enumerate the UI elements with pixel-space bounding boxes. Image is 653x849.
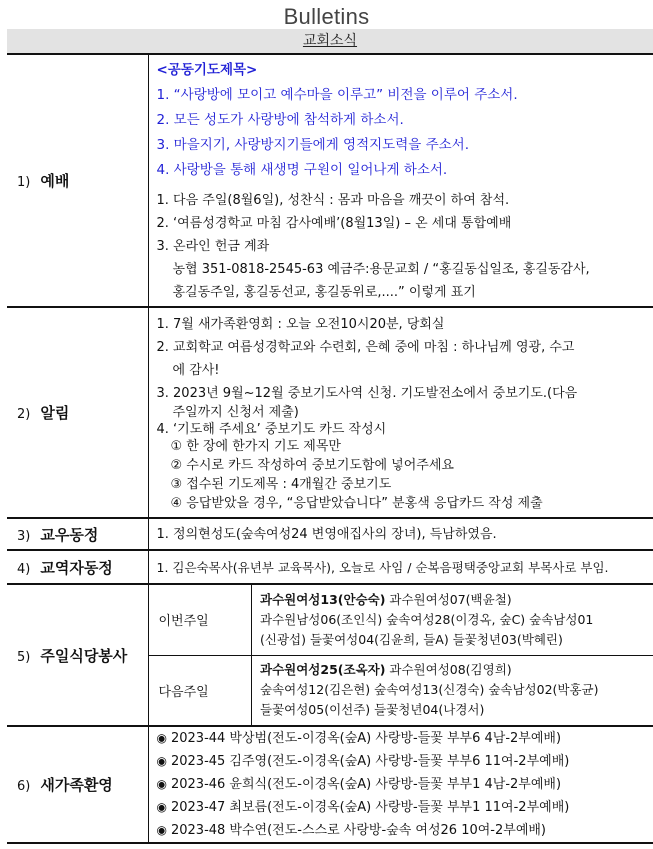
bulletin-title: Bulletins: [283, 4, 370, 29]
new-family-content: [148, 726, 653, 843]
account-line: 홍길동주일, 홍길동선교, 홍길동위로,....” 이렇게 표기: [172, 284, 476, 300]
prayer-item: 3. 마을지기, 사랑방지기들에게 영적지도력을 주소서.: [156, 136, 469, 153]
bullet-icon: ◉: [156, 823, 167, 837]
notice-item: 2. 교회학교 여름성경학교와 수련회, 은혜 중에 마침 : 하나님께 영광, 수고: [156, 339, 575, 355]
worship-item: 2. ‘여름성경학교 마침 감사예배’(8월13일) – 온 세대 통합예배: [156, 215, 512, 231]
bullet-icon: ◉: [156, 731, 167, 745]
notices-content: [148, 307, 653, 518]
staff-news-label: 4) 교역자동정: [7, 550, 148, 584]
bullet-icon: ◉: [156, 754, 167, 768]
lunch-service-content: [148, 584, 653, 726]
new-family-label: 6) 새가족환영: [7, 726, 148, 843]
new-family-entry: ◉ 2023-45 김주영(전도-이경옥(숲A) 사랑방-들꽃 부부6 11여-2부예배): [156, 754, 570, 769]
church-news-label: 교회소식: [302, 33, 358, 49]
notices-label: 2) 알림: [7, 307, 148, 518]
bullet-icon: ◉: [156, 777, 167, 791]
prayer-topics: [157, 58, 653, 183]
lunch-service-table: [149, 585, 653, 725]
staff-news-row: [7, 550, 653, 584]
notice-item-cont: 에 감사!: [172, 362, 220, 378]
next-week-lead: 과수원여성25(조옥자): [260, 662, 386, 678]
account-line: 농협 351-0818-2545-63 예금주:용문교회 / “홍길동십일조, 홍길동감사,: [172, 261, 590, 277]
notice-subitem: ④ 응답받았을 경우, “응답받았습니다” 분홍색 응답카드 작성 제출: [170, 495, 543, 511]
notice-item-cont: 주일까지 신청서 제출): [172, 404, 299, 420]
member-news-content: 1. 정의현성도(숲속여성24 변영애집사의 장녀), 득남하였음.: [148, 518, 653, 550]
prayer-item: 1. “사랑방에 모이고 예수마을 이루고” 비전을 이루어 주소서.: [156, 86, 518, 103]
notice-item: 1. 7월 새가족환영회 : 오늘 오전10시20분, 당회실: [156, 316, 445, 332]
lunch-service-label: 5) 주일식당봉사: [7, 584, 148, 726]
prayer-item: 2. 모든 성도가 사랑방에 참석하게 하소서.: [156, 111, 404, 128]
notice-subitem: ① 한 장에 한가지 기도 제목만: [170, 438, 341, 454]
member-news-row: [7, 518, 653, 550]
notice-subitem: ③ 접수된 기도제목 : 4개월간 중보기도: [170, 476, 392, 492]
worship-content: [148, 55, 653, 307]
new-family-entry: ◉ 2023-46 윤희식(전도-이경옥(숲A) 사랑방-들꽃 부부1 4남-2부예배): [156, 777, 562, 792]
notice-item: 3. 2023년 9월~12월 중보기도사역 신청. 기도발전소에서 중보기도.(다음: [156, 385, 578, 401]
notice-item: 4. ‘기도해 주세요’ 중보기도 카드 작성시: [156, 421, 387, 437]
this-week-row: [149, 585, 653, 655]
this-week-label: 이번주일: [149, 585, 252, 655]
bulletin-table: [7, 55, 653, 844]
staff-news-content: 1. 김은숙목사(유년부 교육목사), 오늘로 사임 / 순복음평택중앙교회 부목사로 부임.: [148, 550, 653, 584]
worship-item: 1. 다음 주일(8월6일), 성찬식 : 몸과 마음을 깨끗이 하여 참석.: [156, 192, 510, 208]
church-news-header: [7, 29, 653, 55]
prayer-heading: <공동기도제목>: [156, 61, 258, 78]
new-family-row: [7, 726, 653, 843]
worship-label: 1) 예배: [7, 55, 148, 307]
this-week-lead: 과수원여성13(안승숙): [260, 591, 386, 607]
this-week-names: 과수원여성13(안승숙) 과수원여성07(백윤철) 과수원남성06(조인식) 숲속여성28(이경옥, 숲C) 숲속남성01 (신광섭) 들꽃여성04(김윤희, 들A) 들꽃청년03(박혜린): [252, 585, 653, 655]
member-news-label: 3) 교우동정: [7, 518, 148, 550]
prayer-item: 4. 사랑방을 통해 새생명 구원이 일어나게 하소서.: [156, 161, 448, 178]
lunch-service-row: [7, 584, 653, 726]
bullet-icon: ◉: [156, 800, 167, 814]
new-family-entry: ◉ 2023-44 박상범(전도-이경옥(숲A) 사랑방-들꽃 부부6 4남-2부예배): [156, 731, 562, 746]
next-week-row: [149, 655, 653, 725]
worship-row: [7, 55, 653, 307]
notice-subitem: ② 수시로 카드 작성하여 중보기도함에 넣어주세요: [170, 457, 454, 473]
new-family-entry: ◉ 2023-48 박수연(전도-스스로 사랑방-숲속 여성26 10여-2부예배): [156, 823, 547, 838]
worship-item: 3. 온라인 헌금 계좌: [156, 238, 270, 254]
new-family-entry: ◉ 2023-47 최보름(전도-이경옥(숲A) 사랑방-들꽃 부부1 11여-2부예배): [156, 800, 570, 815]
next-week-names: 과수원여성25(조옥자) 과수원여성08(김영희) 숲속여성12(김은현) 숲속여성13(신경숙) 숲속남성02(박홍균) 들꽃여성05(이선주) 들꽃청년04(나경서): [260, 662, 599, 718]
notices-row: [7, 307, 653, 518]
next-week-label: 다음주일: [149, 655, 252, 725]
